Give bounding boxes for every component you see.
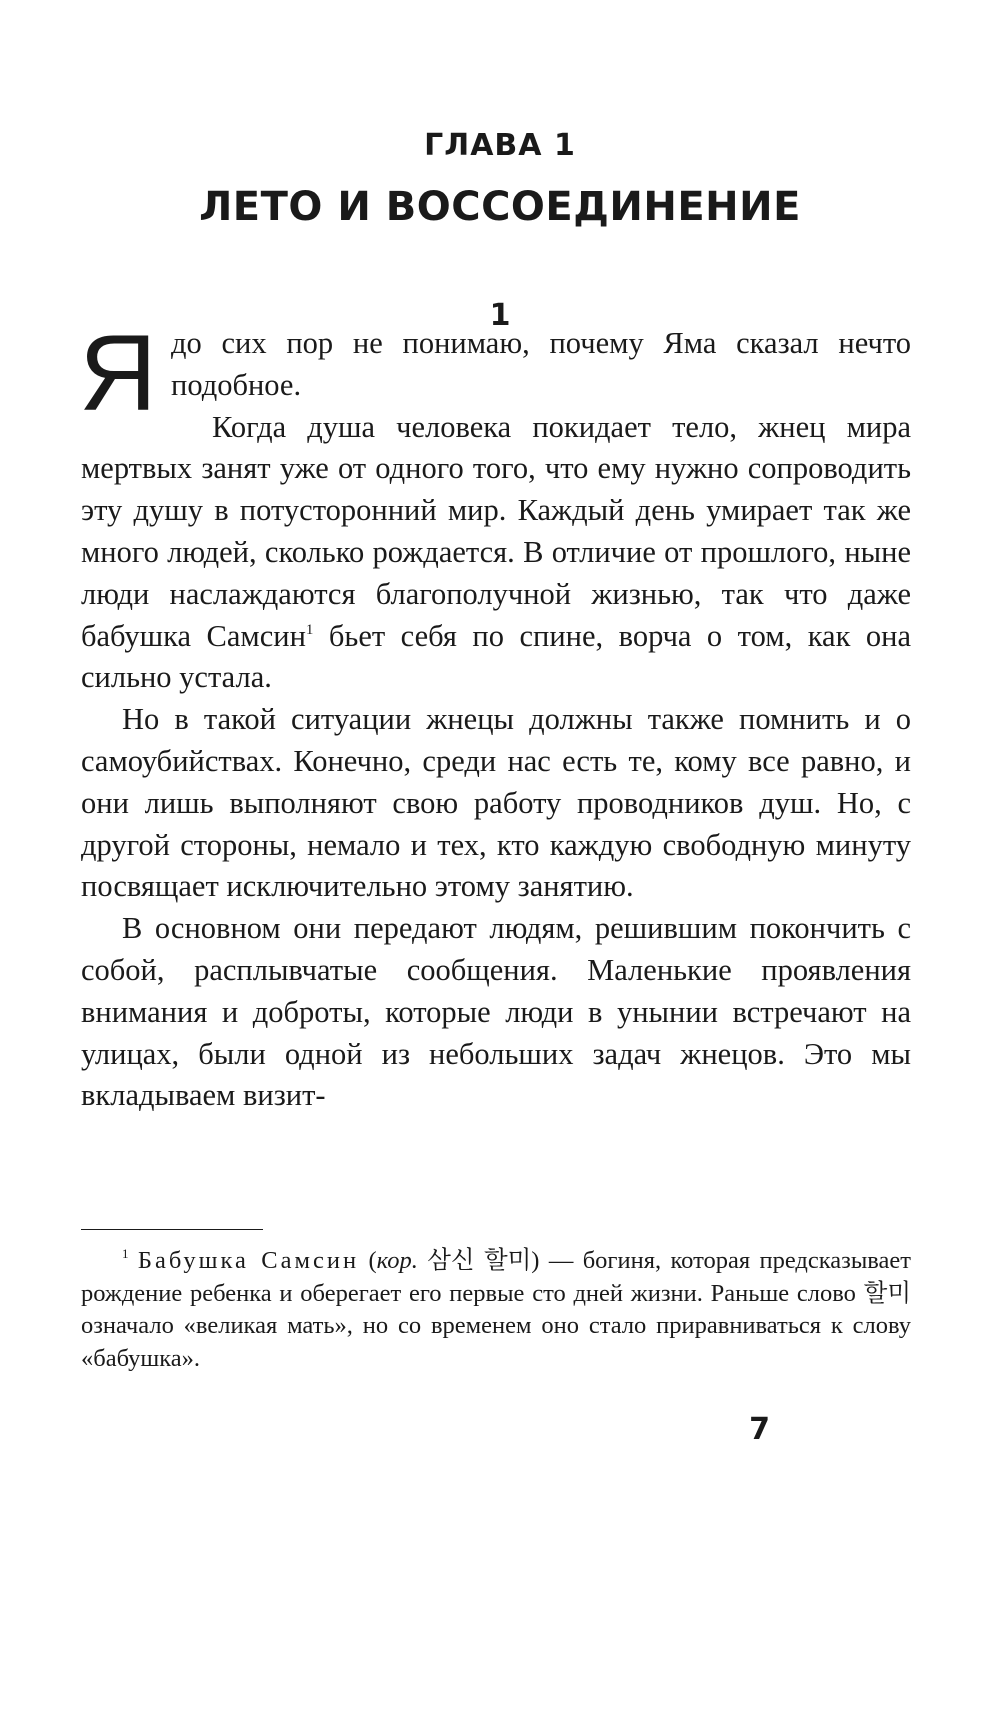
paragraph-2-text-b: бьет себя по спине, ворча о том, как она сильно устала. [81,618,912,695]
drop-cap: Я [79,312,157,433]
footnote-text [81,1245,911,1375]
footnote-divider [81,1229,263,1230]
paragraph-2 [81,407,911,700]
paragraph-2-text-a: Когда душа человека покидает тело, жнец мира мертвых занят уже от одного того, что ему нужно сопроводить эту душу в потусторонний мир. Каждый день умирает так же много людей, сколько рождается. В отличие от прошлого, ныне люди наслаждаются благополучной жизнью, так что даже бабушка Самсин [81,409,911,653]
footnote-korean: 삼신 할미 [417,1247,532,1274]
section-number: 1 [489,298,511,333]
paragraph-3: Но в такой ситуации жнецы должны также помнить и о самоубийствах. Конечно, среди нас есть те, кому все равно, и они лишь выполняют свою работу проводников душ. Но, с другой стороны, немало и тех, кто каждую свободную минуту посвящает исключительно этому занятию. [81,702,911,904]
footnote-reference[interactable]: 1 [305,621,314,638]
paragraph-1 [79,312,911,433]
chapter-title: ЛЕТО И ВОССОЕДИНЕНИЕ [199,184,801,230]
chapter-label: ГЛАВА 1 [424,128,576,163]
footnote-body: ) — богиня, которая предсказывает рождение ребенка и оберегает его первые сто дней жизни. Раньше слово 할미 означало «великая мать», но со временем оно стало приравниваться к слову «бабушка». [81,1247,911,1372]
body-text [79,312,912,1117]
paragraph-4: В основном они передают людям, решившим покончить с собой, расплывчатые сообщения. Маленькие проявления внимания и доброты, которые люди в унынии встречают на улицах, были одной из небольших задач жнецов. Это мы вкладываем визит- [81,911,911,1113]
footnote [81,1245,911,1375]
footnote-open-paren: ( [359,1247,377,1274]
footnote-marker: 1 [122,1246,129,1261]
paragraph-1-text: до сих пор не понимаю, почему Яма сказал нечто подобное. [171,326,911,402]
page-number: 7 [749,1412,770,1447]
footnote-lang-abbr: кор. [376,1247,418,1274]
footnote-term: Бабушка Самсин [137,1247,360,1274]
